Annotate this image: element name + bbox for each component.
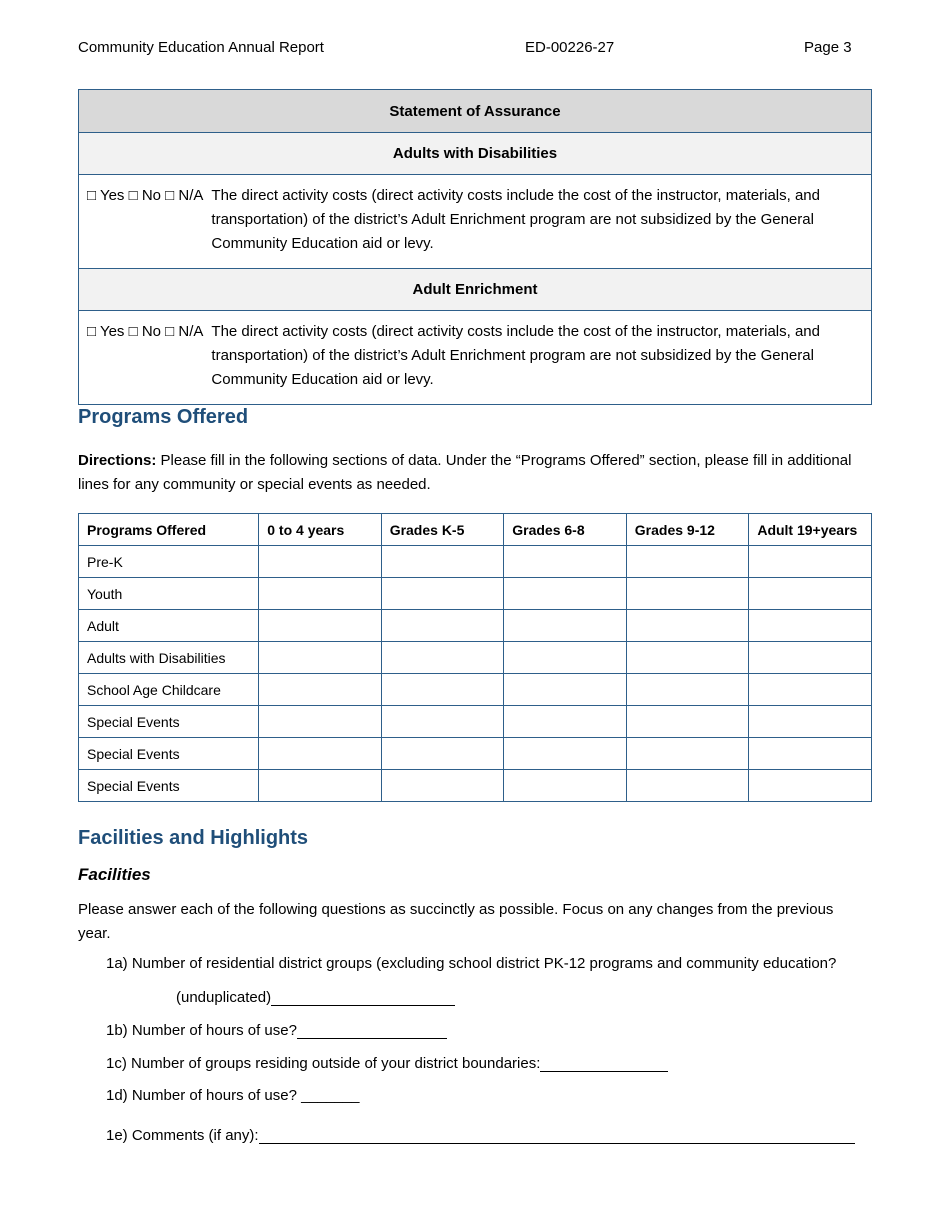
data-cell[interactable] bbox=[381, 738, 504, 770]
data-cell[interactable] bbox=[626, 770, 749, 802]
program-name: Special Events bbox=[79, 738, 259, 770]
answer-line-1c[interactable] bbox=[540, 1054, 668, 1072]
data-cell[interactable] bbox=[381, 706, 504, 738]
document-id: ED-00226-27 bbox=[525, 39, 615, 56]
data-cell[interactable] bbox=[626, 578, 749, 610]
programs-heading: Programs Offered bbox=[78, 406, 249, 428]
data-cell[interactable] bbox=[749, 642, 872, 674]
column-header: Adult 19+years bbox=[749, 514, 872, 546]
programs-header-row bbox=[79, 514, 872, 546]
table-row bbox=[79, 770, 872, 802]
data-cell[interactable] bbox=[259, 770, 381, 802]
data-cell[interactable] bbox=[504, 706, 627, 738]
directions-text bbox=[78, 449, 858, 497]
data-cell[interactable] bbox=[381, 642, 504, 674]
table-row bbox=[79, 642, 872, 674]
page-number: Page 3 bbox=[804, 39, 852, 56]
section-heading-adults-disabilities: Adults with Disabilities bbox=[79, 133, 872, 175]
facilities-subheading: Facilities bbox=[78, 865, 151, 884]
question-1e-text: 1e) Comments (if any): bbox=[106, 1127, 259, 1144]
question-1a-continued bbox=[176, 988, 455, 1006]
data-cell[interactable] bbox=[626, 546, 749, 578]
data-cell[interactable] bbox=[504, 578, 627, 610]
question-1b bbox=[106, 1021, 447, 1039]
table-row bbox=[79, 738, 872, 770]
data-cell[interactable] bbox=[504, 642, 627, 674]
column-header: Grades 6-8 bbox=[504, 514, 627, 546]
data-cell[interactable] bbox=[259, 642, 381, 674]
assurance-statement: The direct activity costs (direct activity costs include the cost of the instructor, materials, and transportation) of the district’s Adult Enrichment program are not subsidized by the General Community Education aid or levy. bbox=[211, 187, 820, 252]
assurance-title: Statement of Assurance bbox=[79, 90, 872, 133]
data-cell[interactable] bbox=[504, 674, 627, 706]
table-row bbox=[79, 578, 872, 610]
comments-line[interactable] bbox=[259, 1126, 855, 1144]
data-cell[interactable] bbox=[259, 610, 381, 642]
program-name: Special Events bbox=[79, 770, 259, 802]
data-cell[interactable] bbox=[259, 674, 381, 706]
directions-label: Directions: bbox=[78, 452, 157, 469]
program-name: Special Events bbox=[79, 706, 259, 738]
facilities-heading: Facilities and Highlights bbox=[78, 827, 309, 849]
question-1a-suffix: (unduplicated) bbox=[176, 989, 272, 1006]
program-name: Youth bbox=[79, 578, 259, 610]
question-1b-text: 1b) Number of hours of use? bbox=[106, 1022, 297, 1039]
data-cell[interactable] bbox=[381, 610, 504, 642]
report-title: Community Education Annual Report bbox=[78, 39, 324, 56]
program-name: Adults with Disabilities bbox=[79, 642, 259, 674]
data-cell[interactable] bbox=[749, 546, 872, 578]
data-cell[interactable] bbox=[749, 610, 872, 642]
data-cell[interactable] bbox=[749, 706, 872, 738]
data-cell[interactable] bbox=[626, 642, 749, 674]
data-cell[interactable] bbox=[504, 770, 627, 802]
table-row bbox=[79, 546, 872, 578]
yes-no-na-checkboxes[interactable]: □ Yes □ No □ N/A bbox=[87, 323, 204, 340]
facilities-instructions: Please answer each of the following questions as succinctly as possible. Focus on any changes from the previous year. bbox=[78, 901, 834, 942]
question-1d: 1d) Number of hours of use? _______ bbox=[106, 1087, 360, 1104]
column-header: 0 to 4 years bbox=[259, 514, 381, 546]
column-header: Grades 9-12 bbox=[626, 514, 749, 546]
data-cell[interactable] bbox=[259, 546, 381, 578]
table-row bbox=[79, 610, 872, 642]
yes-no-na-checkboxes[interactable]: □ Yes □ No □ N/A bbox=[87, 187, 204, 204]
data-cell[interactable] bbox=[504, 546, 627, 578]
data-cell[interactable] bbox=[504, 738, 627, 770]
program-name: Pre-K bbox=[79, 546, 259, 578]
assurance-row bbox=[79, 175, 872, 269]
data-cell[interactable] bbox=[504, 610, 627, 642]
data-cell[interactable] bbox=[626, 674, 749, 706]
data-cell[interactable] bbox=[626, 738, 749, 770]
data-cell[interactable] bbox=[749, 578, 872, 610]
directions-body: Please fill in the following sections of data. Under the “Programs Offered” section, please fill in additional lines for any community or special events as needed. bbox=[78, 452, 852, 493]
question-1c bbox=[106, 1054, 668, 1072]
data-cell[interactable] bbox=[381, 578, 504, 610]
answer-line-1b[interactable] bbox=[297, 1021, 447, 1039]
data-cell[interactable] bbox=[259, 706, 381, 738]
table-row bbox=[79, 706, 872, 738]
answer-line-1a[interactable] bbox=[271, 988, 455, 1006]
column-header: Grades K-5 bbox=[381, 514, 504, 546]
data-cell[interactable] bbox=[259, 738, 381, 770]
assurance-statement: The direct activity costs (direct activity costs include the cost of the instructor, materials, and transportation) of the district’s Adult Enrichment program are not subsidized by the General Community Education aid or levy. bbox=[211, 323, 820, 388]
assurance-row bbox=[79, 311, 872, 405]
data-cell[interactable] bbox=[626, 706, 749, 738]
data-cell[interactable] bbox=[749, 738, 872, 770]
section-heading-adult-enrichment: Adult Enrichment bbox=[79, 269, 872, 311]
data-cell[interactable] bbox=[749, 674, 872, 706]
data-cell[interactable] bbox=[626, 610, 749, 642]
data-cell[interactable] bbox=[259, 578, 381, 610]
table-row bbox=[79, 674, 872, 706]
data-cell[interactable] bbox=[381, 546, 504, 578]
program-name: Adult bbox=[79, 610, 259, 642]
question-1a: 1a) Number of residential district groups (excluding school district PK-12 programs and community education? bbox=[106, 955, 837, 972]
data-cell[interactable] bbox=[381, 770, 504, 802]
column-header: Programs Offered bbox=[79, 514, 259, 546]
question-1c-text: 1c) Number of groups residing outside of your district boundaries: bbox=[106, 1055, 541, 1072]
program-name: School Age Childcare bbox=[79, 674, 259, 706]
data-cell[interactable] bbox=[381, 674, 504, 706]
question-1e bbox=[106, 1126, 855, 1144]
assurance-table bbox=[78, 89, 872, 405]
data-cell[interactable] bbox=[749, 770, 872, 802]
programs-table bbox=[78, 513, 872, 802]
